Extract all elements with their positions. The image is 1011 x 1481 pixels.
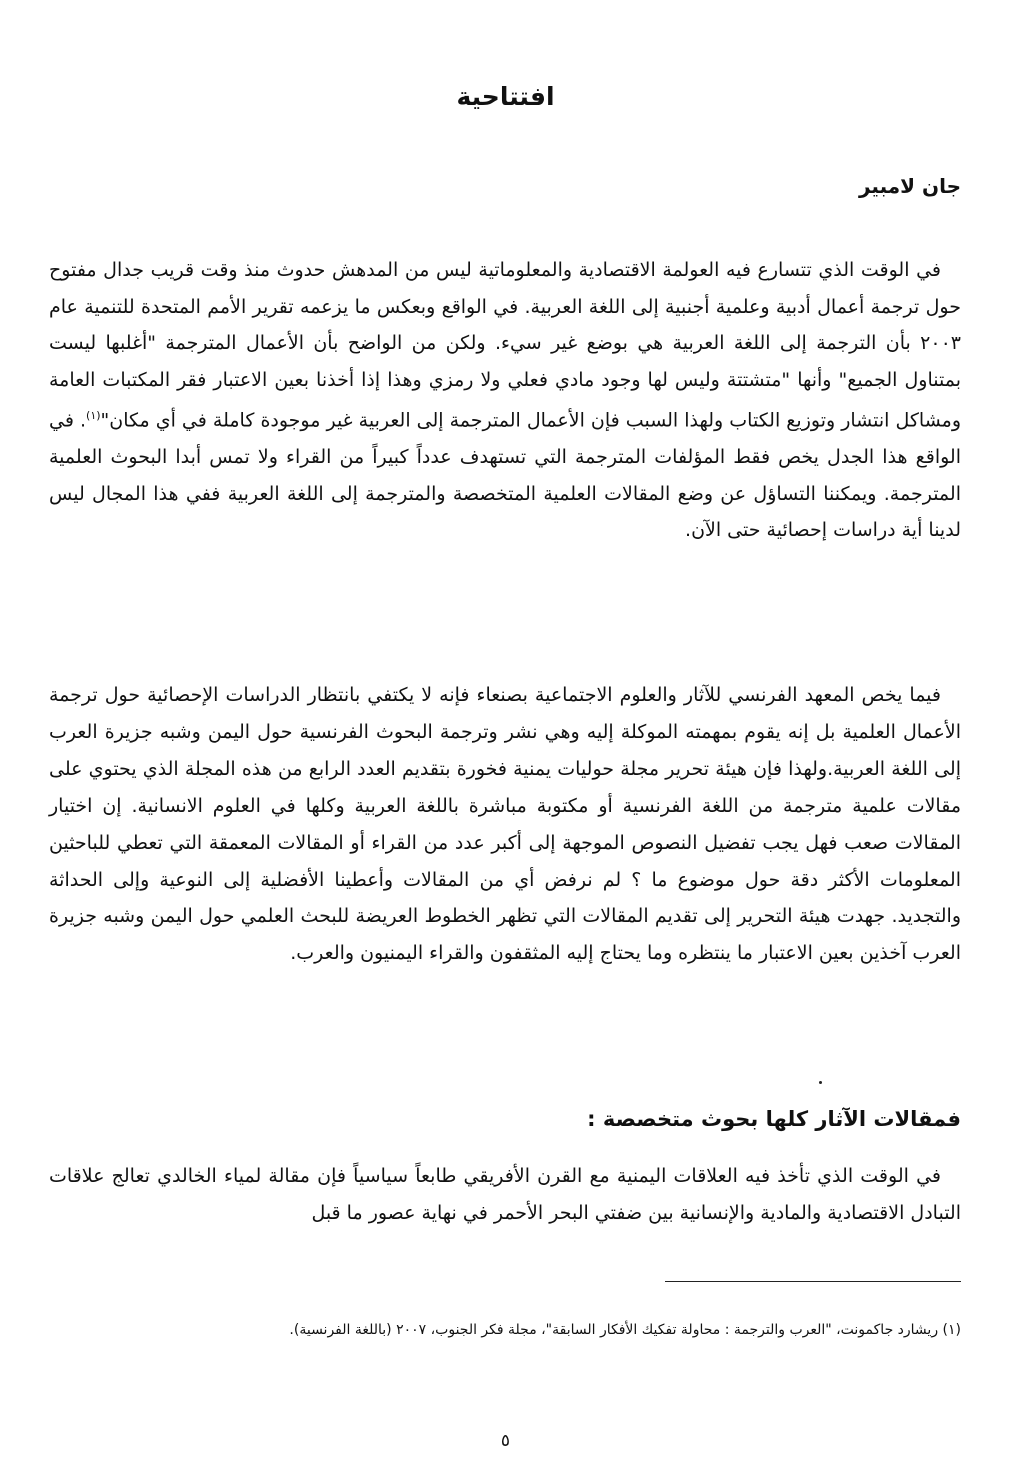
footnote-text: (١) ريشارد جاكمونت، "العرب والترجمة : محاولة تفكيك الأفكار السابقة"، مجلة فكر الجنوب، ٢٠٠٧ (باللغة الفرنسية). [289, 1322, 961, 1338]
page-title: افتتاحية [456, 82, 555, 111]
page-number: ٥ [500, 1431, 511, 1451]
footnote-separator [665, 1281, 961, 1282]
footnote-reference[interactable]: (١) [86, 409, 101, 423]
paragraph-1-text: في الوقت الذي تتسارع فيه العولمة الاقتصادية والمعلوماتية ليس من المدهش حدوث منذ وقت قريب جدال مفتوح حول ترجمة أعمال أدبية وعلمية أجنبية إلى اللغة العربية. في الواقع وبعكس ما يزعمه تقرير الأمم المتحدة للتنمية عام ٢٠٠٣ بأن الترجمة إلى اللغة العربية هي بوضع غير سيء. ولكن من الواضح بأن الأعمال المترجمة "أغلبها ليست بمتناول الجميع" وأنها "متشتتة وليس لها وجود مادي فعلي ولا رمزي وهذا إذا أخذنا بعين الاعتبار فقر المكتبات العامة ومشاكل انتشار وتوزيع الكتاب ولهذا السبب فإن الأعمال المترجمة إلى العربية غير موجودة كاملة في أي مكان" [49, 259, 962, 432]
paragraph-1 [49, 252, 961, 549]
stray-dot [819, 1081, 822, 1084]
paragraph-2 [49, 677, 961, 972]
paragraph-3 [49, 1158, 961, 1231]
section-subheading: فمقالات الآثار كلها بحوث متخصصة : [587, 1107, 961, 1131]
author-name: جان لامبير [858, 174, 961, 198]
paragraph-2-text: فيما يخص المعهد الفرنسي للآثار والعلوم الاجتماعية بصنعاء فإنه لا يكتفي بانتظار الدراسات الإحصائية حول ترجمة الأعمال العلمية بل إنه يقوم بمهمته الموكلة إليه وهي نشر وترجمة البحوث الفرنسية حول اليمن وشبه جزيرة العرب إلى اللغة العربية.ولهذا فإن هيئة تحرير مجلة حوليات يمنية فخورة بتقديم العدد الرابع من هذه المجلة الذي يحتوي على مقالات علمية مترجمة من اللغة الفرنسية أو مكتوبة مباشرة باللغة العربية وكلها في العلوم الانسانية. إن اختيار المقالات صعب فهل يجب تفضيل النصوص الموجهة إلى أكبر عدد من القراء أو المقالات المعمقة التي تعطي للباحثين المعلومات الأكثر دقة حول موضوع ما ؟ لم نرفض أي من المقالات وأعطينا الأفضلية إلى النوعية وإلى الحداثة والتجديد. جهدت هيئة التحرير إلى تقديم المقالات التي تظهر الخطوط العريضة للبحث العلمي حول اليمن وشبه جزيرة العرب آخذين بعين الاعتبار ما ينتظره وما يحتاج إليه المثقفون والقراء اليمنيون والعرب. [49, 684, 961, 965]
paragraph-1-text-end: . في الواقع هذا الجدل يخص فقط المؤلفات المترجمة التي تستهدف عدداً كبيراً من القراء ولا تمس أبدا البحوث العلمية المترجمة. ويمكننا التساؤل عن وضع المقالات العلمية المتخصصة والمترجمة إلى اللغة العربية ففي هذا المجال ليس لدينا أية دراسات إحصائية حتى الآن. [49, 409, 961, 542]
paragraph-3-text: في الوقت الذي تأخذ فيه العلاقات اليمنية مع القرن الأفريقي طابعاً سياسياً فإن مقالة لمياء الخالدي تعالج علاقات التبادل الاقتصادية والمادية والإنسانية بين ضفتي البحر الأحمر في نهاية عصور ما قبل [49, 1165, 961, 1224]
